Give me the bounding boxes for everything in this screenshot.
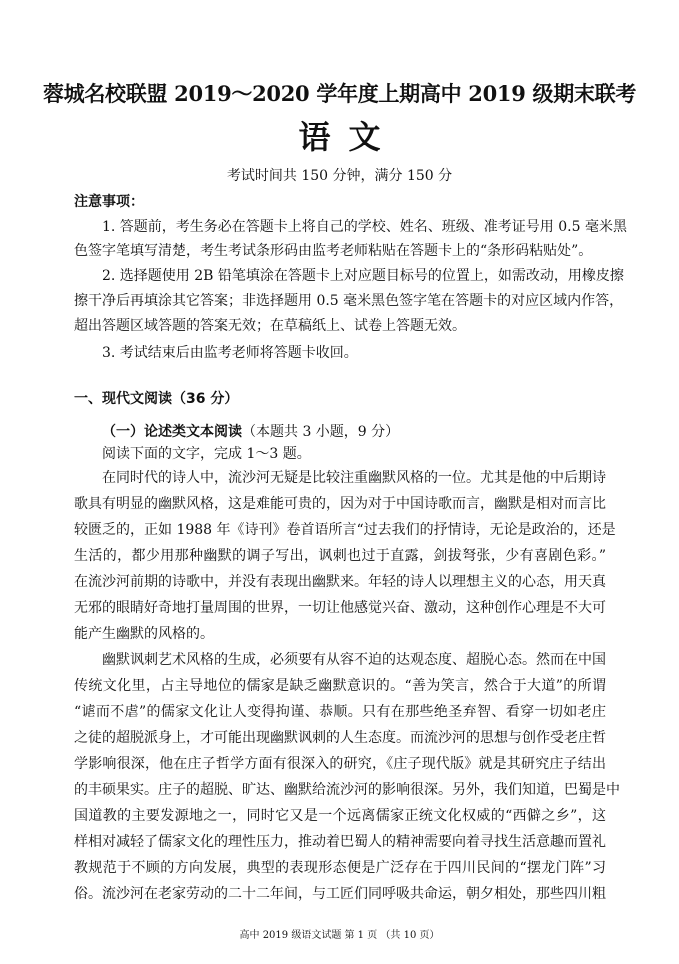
passage-line: 较匮乏的，正如 1988 年《诗刊》卷首语所言“过去我们的抒情诗，无论是政治的，还是 [74,522,616,538]
notes-line: 色签字笔填写清楚，考生考试条形码由监考老师粘贴在答题卡上的“条形码粘贴处”。 [74,243,593,259]
exam-info: 考试时间共 150 分钟，满分 150 分 [226,168,453,184]
passage-line: 歌具有明显的幽默风格，这是难能可贵的，因为对于中国诗歌而言，幽默是相对而言比 [74,496,606,512]
notes-line: 2. 选择题使用 2B 铅笔填涂在答题卡上对应题目标号的位置上，如需改动，用橡皮擦 [102,268,624,284]
passage-line: 俗。流沙河在老家劳动的二十二年间，与工匠们同呼吸共命运，朝夕相处，那些四川粗 [74,886,606,902]
passage-line: 在同时代的诗人中，流沙河无疑是比较注重幽默风格的一位。尤其是他的中后期诗 [102,470,606,486]
passage-line: 幽默讽刺艺术风格的生成，必须要有从容不迫的达观态度、超脱心态。然而在中国 [102,652,606,668]
passage-line: “谑而不虐”的儒家文化让人变得拘谨、恭顺。只有在那些绝圣弃智、看穿一切如老庄 [74,704,606,720]
passage-line: 之徒的超脱派身上，才可能出现幽默讽刺的人生态度。而流沙河的思想与创作受老庄哲 [74,730,606,746]
passage-line: 生活的，都少用那种幽默的调子写出，讽刺也过于直露，剑拔弩张，少有喜剧色彩。” [74,548,606,564]
notes-line: 1. 答题前，考生务必在答题卡上将自己的学校、姓名、班级、准考证号用 0.5 毫米黑 [102,219,627,235]
exam-title: 蓉城名校联盟 2019～2020 学年度上期高中 2019 级期末联考 [42,81,637,106]
passage-line: 无邪的眼睛好奇地打量周围的世界，一切让他感觉兴奋、激动，这种创作心理是不大可 [74,600,606,616]
subject-title: 语文 [298,118,399,156]
notes-line: 3. 考试结束后由监考老师将答题卡收回。 [102,345,358,361]
passage-line: 传统文化里，占主导地位的儒家是缺乏幽默意识的。“善为笑言，然合于大道”的所谓 [74,678,606,694]
notes-line: 擦干净后再填涂其它答案；非选择题用 0.5 毫米黑色签字笔在答题卡的对应区域内作答， [74,293,624,309]
notes-line: 超出答题区域答题的答案无效；在草稿纸上、试卷上答题无效。 [74,318,466,334]
passage-line: 的丰硕果实。庄子的超脱、旷达、幽默给流沙河的影响很深。另外，我们知道，巴蜀是中 [74,782,620,798]
section-heading: 一、现代文阅读（36 分） [74,391,239,407]
passage-line: 国道教的主要发源地之一，同时它又是一个远离儒家正统文化权威的“西僻之乡”，这 [74,808,606,824]
subsection-score: （本题共 3 小题，9 分） [242,424,400,440]
reading-instruction: 阅读下面的文字，完成 1～3 题。 [102,446,311,462]
notes-heading: 注意事项： [74,194,144,210]
page-footer: 高中 2019 级语文试题 第 1 页 （共 10 页） [239,930,440,941]
passage-line: 学影响很深，他在庄子哲学方面有很深入的研究，《庄子现代版》就是其研究庄子结出 [74,756,606,772]
passage-line: 教规范于不顾的方向发展，典型的表现形态便是广泛存在于四川民间的“摆龙门阵”习 [74,860,606,876]
passage-line: 在流沙河前期的诗歌中，并没有表现出幽默来。年轻的诗人以理想主义的心态，用天真 [74,574,606,590]
subsection-title: （一）论述类文本阅读 [102,424,242,440]
passage-line: 能产生幽默的风格的。 [74,626,214,642]
passage-line: 样相对减轻了儒家文化的理性压力，推动着巴蜀人的精神需要向着寻找生活意趣而置礼 [74,834,606,850]
subsection-heading [102,421,399,441]
